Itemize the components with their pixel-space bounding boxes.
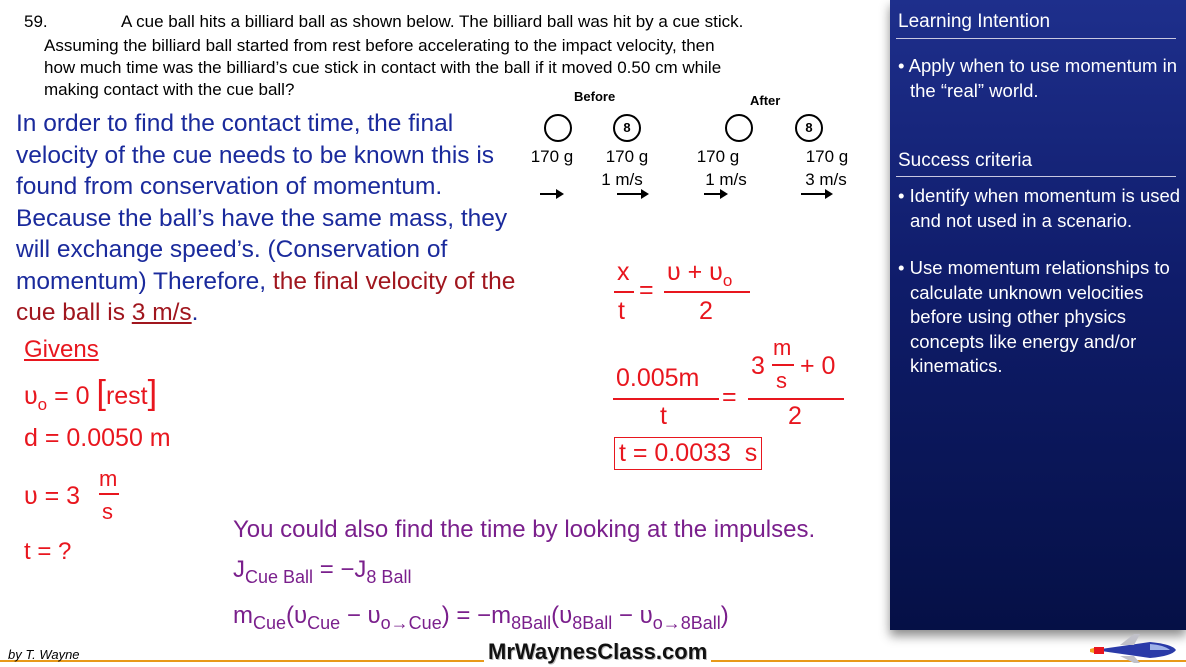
after-label: After	[750, 93, 781, 108]
f2-left-bar	[613, 398, 719, 400]
problem-line-3: how much time was the billiard’s cue stick in contact with the ball if it moved 0.50 cm while	[44, 58, 722, 77]
result-box: t = 0.0033 s	[614, 437, 762, 470]
sidebar-panel	[890, 0, 1186, 630]
after-eight-velocity: 3 m/s	[805, 170, 847, 189]
after-cue-mass: 170 g	[696, 147, 740, 166]
before-label: Before	[574, 89, 616, 104]
f2-unit-s: s	[776, 368, 787, 393]
author-credit: by T. Wayne	[8, 647, 80, 662]
f2-numerator-left: 0.005m	[616, 364, 700, 392]
success-bullet-2: • Use momentum relationships to calculate unknown velocities before using other physics concepts like energy and/or kinematics.	[898, 257, 1170, 376]
f2-three: 3	[751, 352, 765, 380]
learning-bullet: • Apply when to use momentum in the “real” world.	[898, 55, 1177, 101]
cue-ball-after	[725, 114, 753, 142]
success-criteria-rule	[896, 176, 1176, 177]
f1-left-bar	[614, 291, 634, 293]
cue-ball-before	[544, 114, 572, 142]
f1-equals: =	[639, 276, 654, 304]
f1-x: x	[617, 258, 630, 286]
given-velocity-unit-bar	[99, 493, 119, 495]
impulse-eq2: $m_{Cue}(\upsilon_{Cue} - \upsilon_{o\to Cue}) = -m_{8Ball}(\upsilon_{8Ball} - \upsilon_{o\to 8Ball})$	[233, 602, 729, 633]
learning-intention-title: Learning Intention	[898, 11, 1051, 32]
before-eight-velocity: 1 m/s	[601, 170, 643, 189]
success-criteria-title: Success criteria	[898, 150, 1033, 171]
problem-line-2: Assuming the billiard ball started from rest before accelerating to the impact velocity, then	[44, 36, 715, 55]
site-logo-text: MrWaynesClass.com	[484, 639, 711, 665]
givens-header: Givens	[24, 336, 99, 363]
given-distance: d = 0.0050 m	[24, 424, 171, 452]
given-velocity: υ = 3	[24, 482, 81, 510]
f1-right-bar	[664, 291, 750, 293]
arrow-before-cue	[540, 193, 562, 195]
arrow-before-eight	[617, 193, 647, 195]
eight-ball-after: 8	[795, 114, 823, 142]
learning-intention-rule	[896, 38, 1176, 39]
before-eight-mass: 170 g	[605, 147, 649, 166]
impulse-eq1: $J_{Cue Ball} = -J_{8 Ball}$	[233, 556, 412, 587]
rocket-icon	[1090, 632, 1180, 664]
arrow-after-cue	[704, 193, 726, 195]
problem-line-4: making contact with the cue ball?	[44, 80, 295, 99]
given-velocity-unit-den: s	[102, 499, 113, 524]
f2-unit-bar	[772, 364, 794, 366]
arrow-after-eight	[801, 193, 831, 195]
f2-equals: =	[722, 383, 737, 411]
after-cue-velocity: 1 m/s	[705, 170, 747, 189]
problem-line-1: A cue ball hits a billiard ball as shown below. The billiard ball was hit by a cue stick.	[121, 12, 744, 31]
f1-denominator: 2	[699, 297, 713, 325]
given-velocity-unit-num: m	[99, 466, 118, 491]
problem-number: 59.	[24, 12, 48, 31]
f2-unit-m: m	[773, 335, 792, 360]
after-eight-mass: 170 g	[805, 147, 849, 166]
success-bullet-1: • Identify when momentum is used and not used in a scenario.	[898, 185, 1181, 231]
impulse-heading: You could also find the time by looking at the impulses.	[233, 516, 816, 543]
explanation-text: In order to find the contact time, the final velocity of the cue needs to be known this is found from conservation of momentum. Because the ball’s have the same mass, they will exchange speed’s. (Conservation of momentum) Therefore, the final velocity of the cue ball is 3 m/s.	[16, 110, 516, 326]
f2-right-bar	[748, 398, 844, 400]
given-v0: $\upsilon_o = 0$ [rest]	[24, 374, 158, 414]
eight-ball-before: 8	[613, 114, 641, 142]
f2-t: t	[660, 402, 667, 430]
f2-plus-zero: + 0	[800, 352, 836, 380]
given-time: t = ?	[24, 538, 72, 565]
f1-numerator: $\upsilon + \upsilon_o$	[667, 258, 733, 290]
f2-two: 2	[788, 402, 802, 430]
before-cue-mass: 170 g	[530, 147, 574, 166]
f1-t: t	[618, 297, 625, 325]
